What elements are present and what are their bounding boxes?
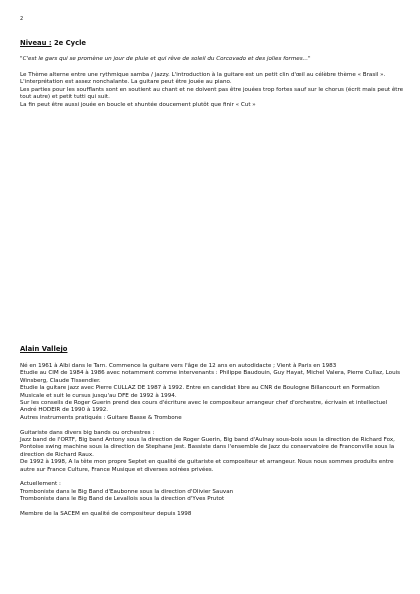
bio-paragraph: Sur les conseils de Roger Guerin prend des cours d'écriture avec le compositeur arrangeur chef d'orchestre, écrivain et intellectuel André HODEIR de 1990 à 1992. <box>20 400 388 414</box>
bio-paragraph: Membre de la SACEM en qualité de compositeur depuis 1998 <box>20 511 192 518</box>
bio-paragraph: Etudie la guitare jazz avec Pierre CULLAZ DE 1987 à 1992. Entre en candidat libre au CNR de Boulogne Billancourt en Formation Musicale et suit le cursus jusqu'au DFE de 1992 à 1994. <box>20 385 380 399</box>
intro-paragraph: Les parties pour les soufflants sont en soutient au chant et ne doivent pas être jouées trop fortes sauf sur le chorus (écrit mais peut être tout autre) et petit tutti qui suit. <box>20 86 404 101</box>
bio-text <box>20 363 404 518</box>
intro-paragraph: La fin peut être aussi jouée en boucle et shuntée doucement plutôt que finir « Cut » <box>20 101 256 108</box>
bio-title: Alain Vallejo <box>20 345 68 353</box>
bio-paragraph: Autres instruments pratiqués : Guitare Basse & Trombone <box>20 414 182 421</box>
bio-paragraph: Etudie au CIM de 1984 à 1986 avec notamment comme intervenants : Philippe Baudouin, Guy Hayat, Michel Valera, Pierre Cullaz, Louis Winsberg, Claude Tissendier. <box>20 370 401 384</box>
page-number: 2 <box>20 16 24 22</box>
bio-paragraph: Jazz band de l'ORTF, Big band Antony sous la direction de Roger Guerin, Big band d'Aulnay sous-bois sous la direction de Richard Fox, Pontoise swing machine sous la direction de Stephane Jest. Bassiste dans l'ensemble de Jazz du conservatoire de Franconville sous la direction de Richard Raux. <box>20 437 395 458</box>
bio-paragraph: Guitariste dans divers big bands ou orchestres : <box>20 429 155 436</box>
bio-paragraph: Tromboniste dans le Big Band d'Eaubonne sous la direction d'Olivier Sauvan <box>20 488 234 495</box>
level-value: 2e Cycle <box>53 39 87 47</box>
intro-paragraph: Le Thème alterne entre une rythmique samba / jazzy. L'introduction à la guitare est un petit clin d'œil au célèbre thème « Brasil ». L'interprétation est assez nonchalante. La guitare peut être jouée au piano. <box>20 72 386 86</box>
intro-text <box>20 72 404 109</box>
quote: "C'est le gars qui se promène un jour de pluie et qui rêve de soleil du Corcovado et des jolies formes..." <box>20 56 311 62</box>
bio-paragraph: Actuellement : <box>20 481 61 488</box>
level-label: Niveau : <box>20 39 52 47</box>
bio-paragraph: Tromboniste dans le Big Band de Levallois sous la direction d'Yves Prutot <box>20 496 225 503</box>
level-line <box>20 39 86 48</box>
paragraph-gap <box>20 422 404 429</box>
bio-paragraph: Né en 1961 à Albi dans le Tarn. Commence la guitare vers l'âge de 12 ans en autodidacte ; Vient à Paris en 1983 <box>20 363 337 369</box>
bio-paragraph: De 1992 à 1998, A la tête mon propre Septet en qualité de guitariste et compositeur et arrangeur. Nous nous sommes produits entre autre sur France Culture, France Musique et diverses soirées privées. <box>20 459 394 473</box>
paragraph-gap <box>20 474 404 481</box>
paragraph-gap <box>20 504 404 511</box>
